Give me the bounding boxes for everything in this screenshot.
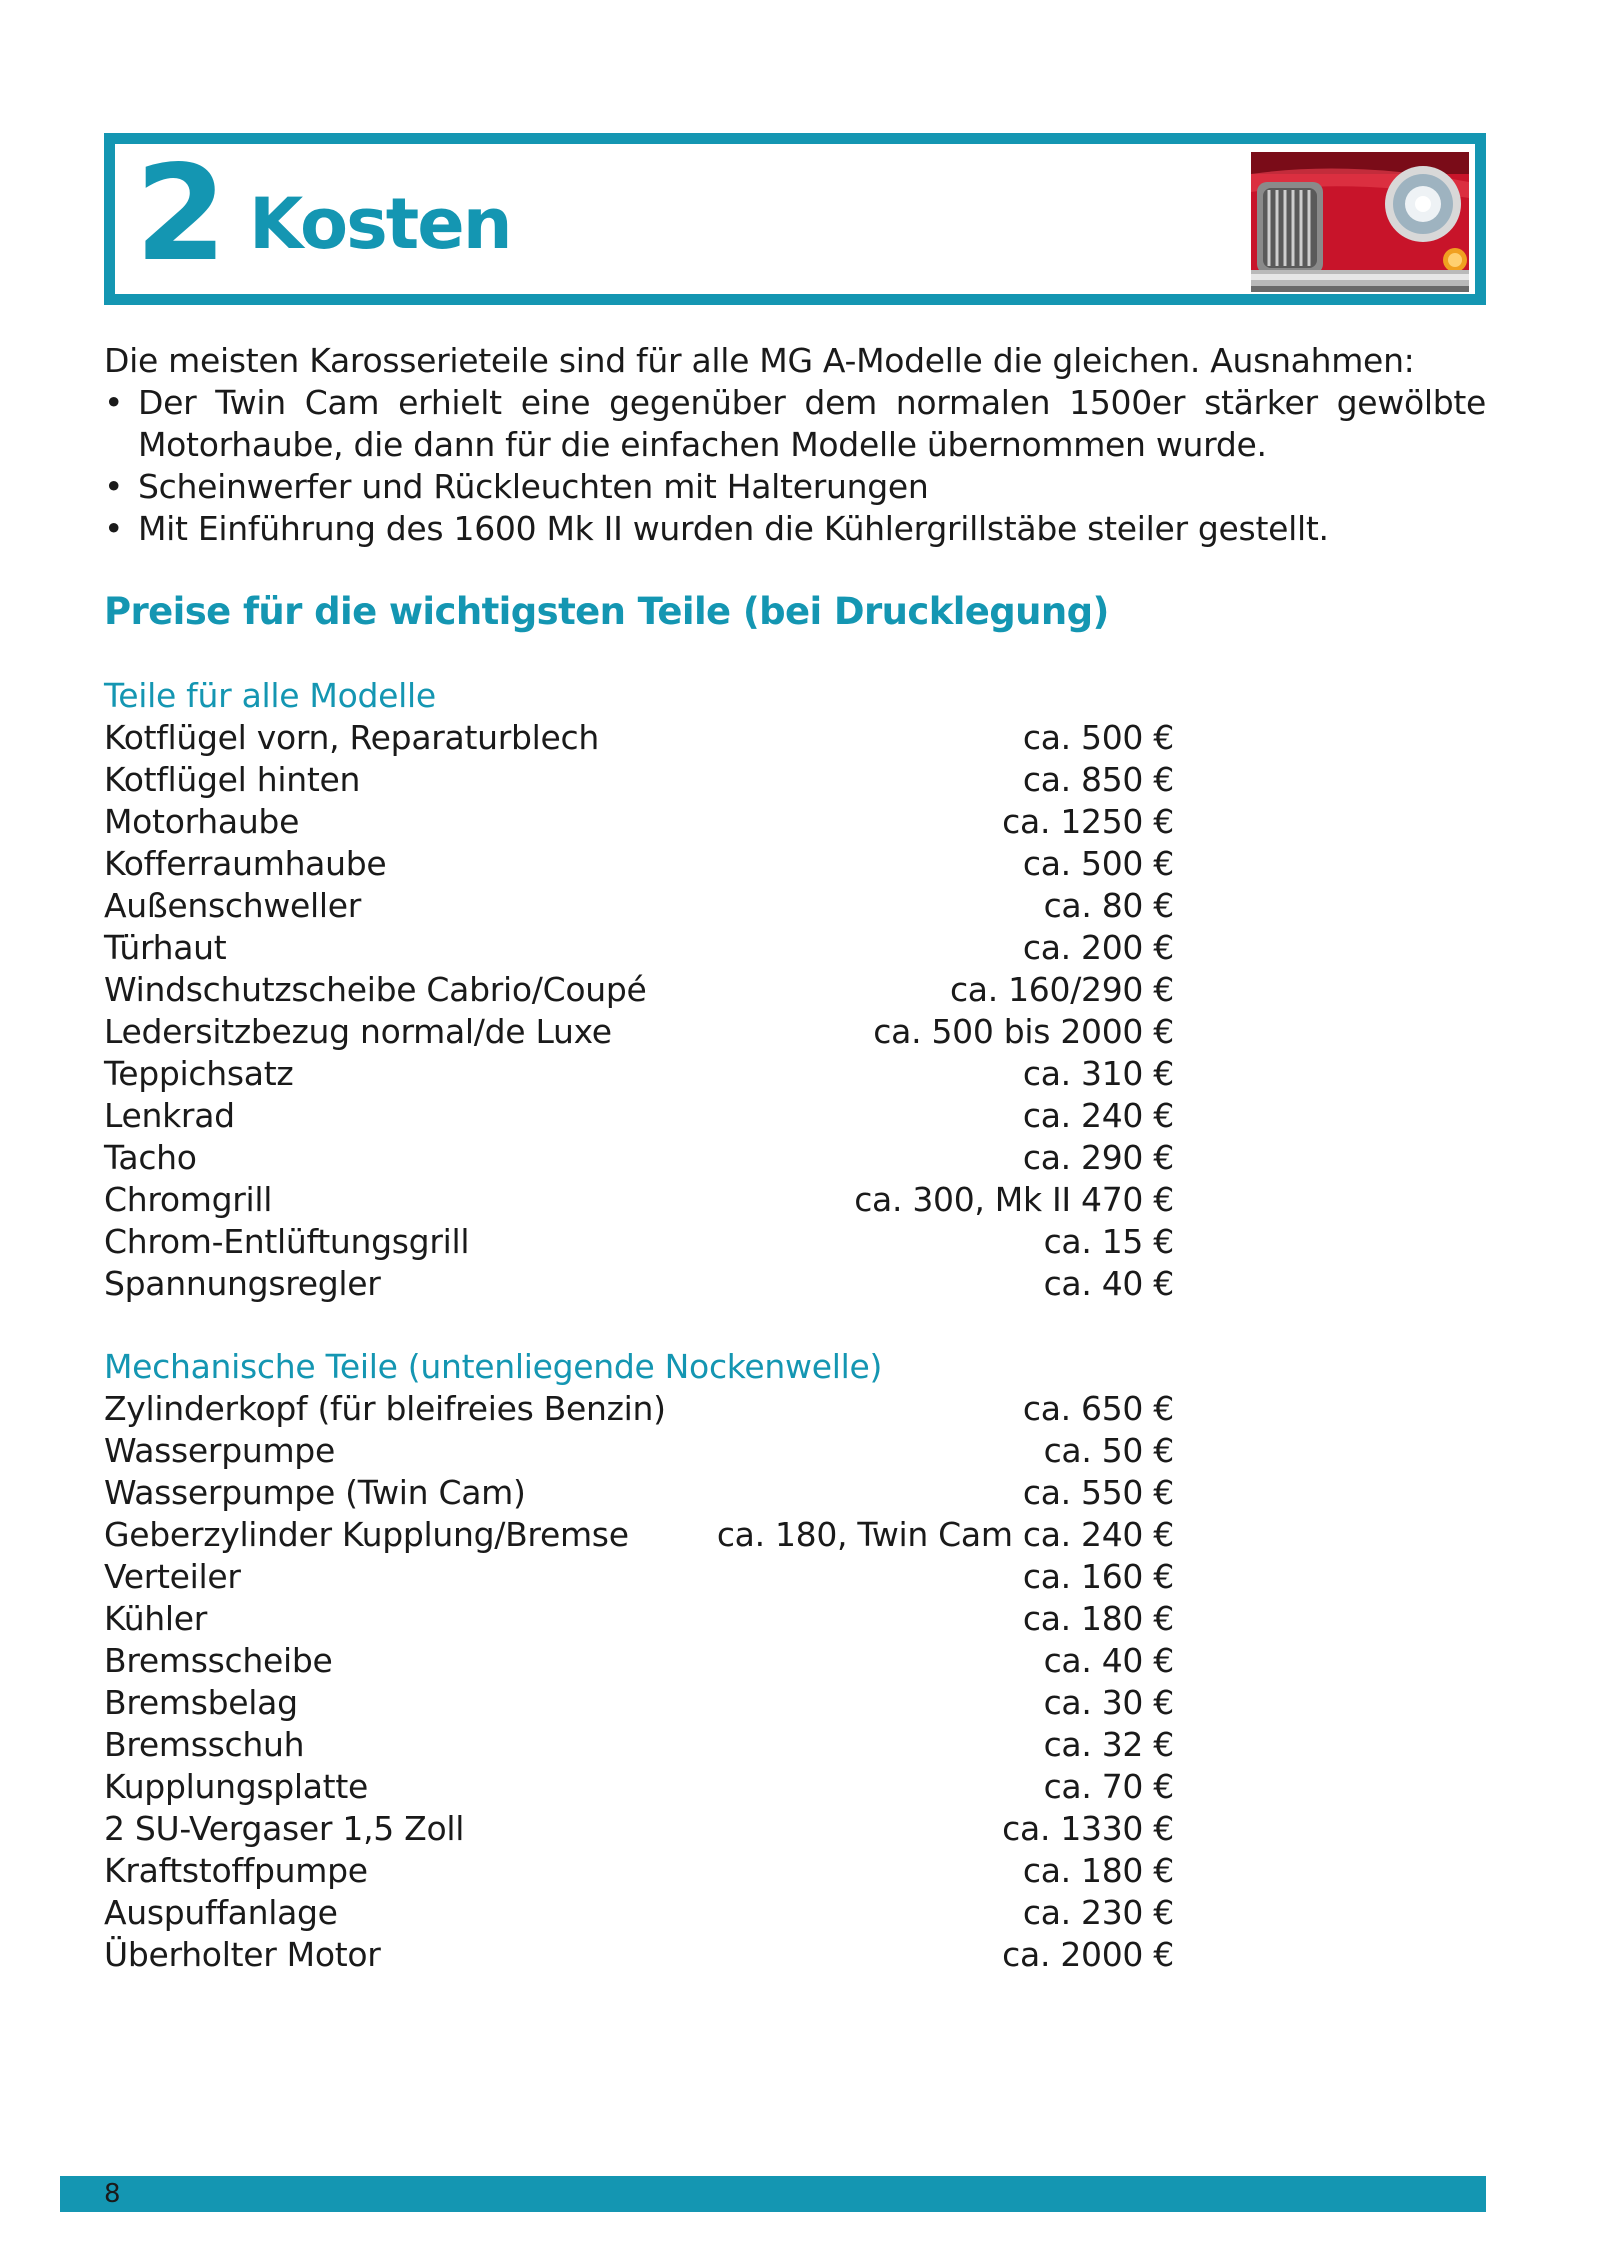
part-price: ca. 1250 € [1002, 802, 1174, 841]
part-price: ca. 40 € [1043, 1264, 1174, 1303]
part-price: ca. 70 € [1043, 1767, 1174, 1806]
part-price: ca. 32 € [1043, 1725, 1174, 1764]
price-row [104, 717, 1174, 759]
group-title: Teile für alle Modelle [104, 676, 436, 715]
part-price: ca. 40 € [1043, 1641, 1174, 1680]
part-name: Spannungsregler [104, 1264, 381, 1303]
part-name: Überholter Motor [104, 1935, 381, 1974]
price-row [104, 1808, 1174, 1850]
part-price: ca. 180 € [1022, 1599, 1174, 1638]
bullet-text: Scheinwerfer und Rückleuchten mit Halterungen [138, 467, 929, 506]
part-name: Zylinderkopf (für bleifreies Benzin) [104, 1389, 666, 1428]
price-row [104, 1598, 1174, 1640]
part-price: ca. 650 € [1022, 1389, 1174, 1428]
part-name: Kotflügel vorn, Reparaturblech [104, 718, 599, 757]
part-name: Motorhaube [104, 802, 300, 841]
car-photo-graphic [1251, 152, 1469, 292]
part-price: ca. 290 € [1022, 1138, 1174, 1177]
price-row [104, 885, 1174, 927]
price-row [104, 1137, 1174, 1179]
section-heading: Preise für die wichtigsten Teile (bei Drucklegung) [104, 590, 1109, 633]
price-row [104, 1430, 1174, 1472]
part-price: ca. 850 € [1022, 760, 1174, 799]
price-row [104, 1640, 1174, 1682]
part-name: Wasserpumpe [104, 1431, 335, 1470]
part-price: ca. 200 € [1022, 928, 1174, 967]
part-price: ca. 160 € [1022, 1557, 1174, 1596]
part-name: Verteiler [104, 1557, 241, 1596]
part-price: ca. 240 € [1022, 1096, 1174, 1135]
price-row [104, 801, 1174, 843]
part-price: ca. 80 € [1043, 886, 1174, 925]
part-price: ca. 180 € [1022, 1851, 1174, 1890]
part-name: Wasserpumpe (Twin Cam) [104, 1473, 526, 1512]
price-list [104, 717, 1174, 1305]
page-number: 8 [104, 2179, 121, 2209]
part-price: ca. 550 € [1022, 1473, 1174, 1512]
part-name: Chromgrill [104, 1180, 273, 1219]
price-row [104, 1179, 1174, 1221]
part-price: ca. 160/290 € [949, 970, 1174, 1009]
intro-lead: Die meisten Karosserieteile sind für alle MG A-Modelle die gleichen. Ausnahmen: [104, 341, 1415, 380]
chapter-title: Kosten [249, 183, 511, 265]
part-price: ca. 2000 € [1002, 1935, 1174, 1974]
price-row [104, 1724, 1174, 1766]
part-price: ca. 500 bis 2000 € [873, 1012, 1174, 1051]
bullet-text: Mit Einführung des 1600 Mk II wurden die Kühlergrillstäbe steiler gestellt. [138, 509, 1329, 548]
chapter-number: 2 [135, 137, 223, 291]
intro-bullet [104, 382, 1486, 466]
bullet-marker: • [104, 467, 124, 506]
price-row [104, 1388, 1174, 1430]
part-price: ca. 310 € [1022, 1054, 1174, 1093]
part-name: Geberzylinder Kupplung/Bremse [104, 1515, 629, 1554]
part-name: Windschutzscheibe Cabrio/Coupé [104, 970, 647, 1009]
price-row [104, 843, 1174, 885]
part-name: Kofferraumhaube [104, 844, 387, 883]
part-name: Kraftstoffpumpe [104, 1851, 368, 1890]
part-price: ca. 30 € [1043, 1683, 1174, 1722]
part-name: Kupplungsplatte [104, 1767, 368, 1806]
part-price: ca. 15 € [1043, 1222, 1174, 1261]
price-row [104, 1053, 1174, 1095]
part-price: ca. 50 € [1043, 1431, 1174, 1470]
part-name: Bremsbelag [104, 1683, 298, 1722]
part-name: Auspuffanlage [104, 1893, 338, 1932]
intro-text [104, 340, 1486, 550]
part-name: Chrom-Entlüftungsgrill [104, 1222, 470, 1261]
car-front-photo-icon [1251, 152, 1469, 292]
price-row [104, 1472, 1174, 1514]
price-row [104, 1850, 1174, 1892]
price-row [104, 1095, 1174, 1137]
bullet-marker: • [104, 383, 124, 422]
intro-bullet [104, 508, 1486, 550]
price-row [104, 1892, 1174, 1934]
chapter-header [104, 133, 1486, 305]
price-row [104, 1934, 1174, 1976]
part-name: Kühler [104, 1599, 208, 1638]
part-price: ca. 500 € [1022, 718, 1174, 757]
part-name: Türhaut [104, 928, 227, 967]
price-row [104, 1011, 1174, 1053]
price-group-mechanical [104, 1346, 1174, 1976]
part-price: ca. 500 € [1022, 844, 1174, 883]
price-row [104, 927, 1174, 969]
price-row [104, 969, 1174, 1011]
price-row [104, 1514, 1174, 1556]
price-list [104, 1388, 1174, 1976]
part-name: Ledersitzbezug normal/de Luxe [104, 1012, 612, 1051]
bullet-marker: • [104, 509, 124, 548]
price-row [104, 1221, 1174, 1263]
part-price: ca. 300, Mk II 470 € [854, 1180, 1174, 1219]
price-group-all-models [104, 675, 1174, 1305]
part-price: ca. 180, Twin Cam ca. 240 € [716, 1515, 1174, 1554]
part-name: 2 SU-Vergaser 1,5 Zoll [104, 1809, 465, 1848]
price-row [104, 759, 1174, 801]
intro-bullet [104, 466, 1486, 508]
price-row [104, 1766, 1174, 1808]
part-name: Bremsschuh [104, 1725, 305, 1764]
part-price: ca. 1330 € [1002, 1809, 1174, 1848]
part-name: Tacho [104, 1138, 197, 1177]
group-title: Mechanische Teile (untenliegende Nockenwelle) [104, 1347, 883, 1386]
price-row [104, 1263, 1174, 1305]
footer-bar [60, 2176, 1486, 2212]
part-name: Teppichsatz [104, 1054, 294, 1093]
part-name: Kotflügel hinten [104, 760, 361, 799]
price-row [104, 1556, 1174, 1598]
part-price: ca. 230 € [1022, 1893, 1174, 1932]
part-name: Außenschweller [104, 886, 362, 925]
price-row [104, 1682, 1174, 1724]
part-name: Lenkrad [104, 1096, 235, 1135]
bullet-text: Der Twin Cam erhielt eine gegenüber dem normalen 1500er stärker gewölbte Motorhaube, die dann für die einfachen Modelle übernommen wurde. [138, 383, 1486, 464]
part-name: Bremsscheibe [104, 1641, 333, 1680]
